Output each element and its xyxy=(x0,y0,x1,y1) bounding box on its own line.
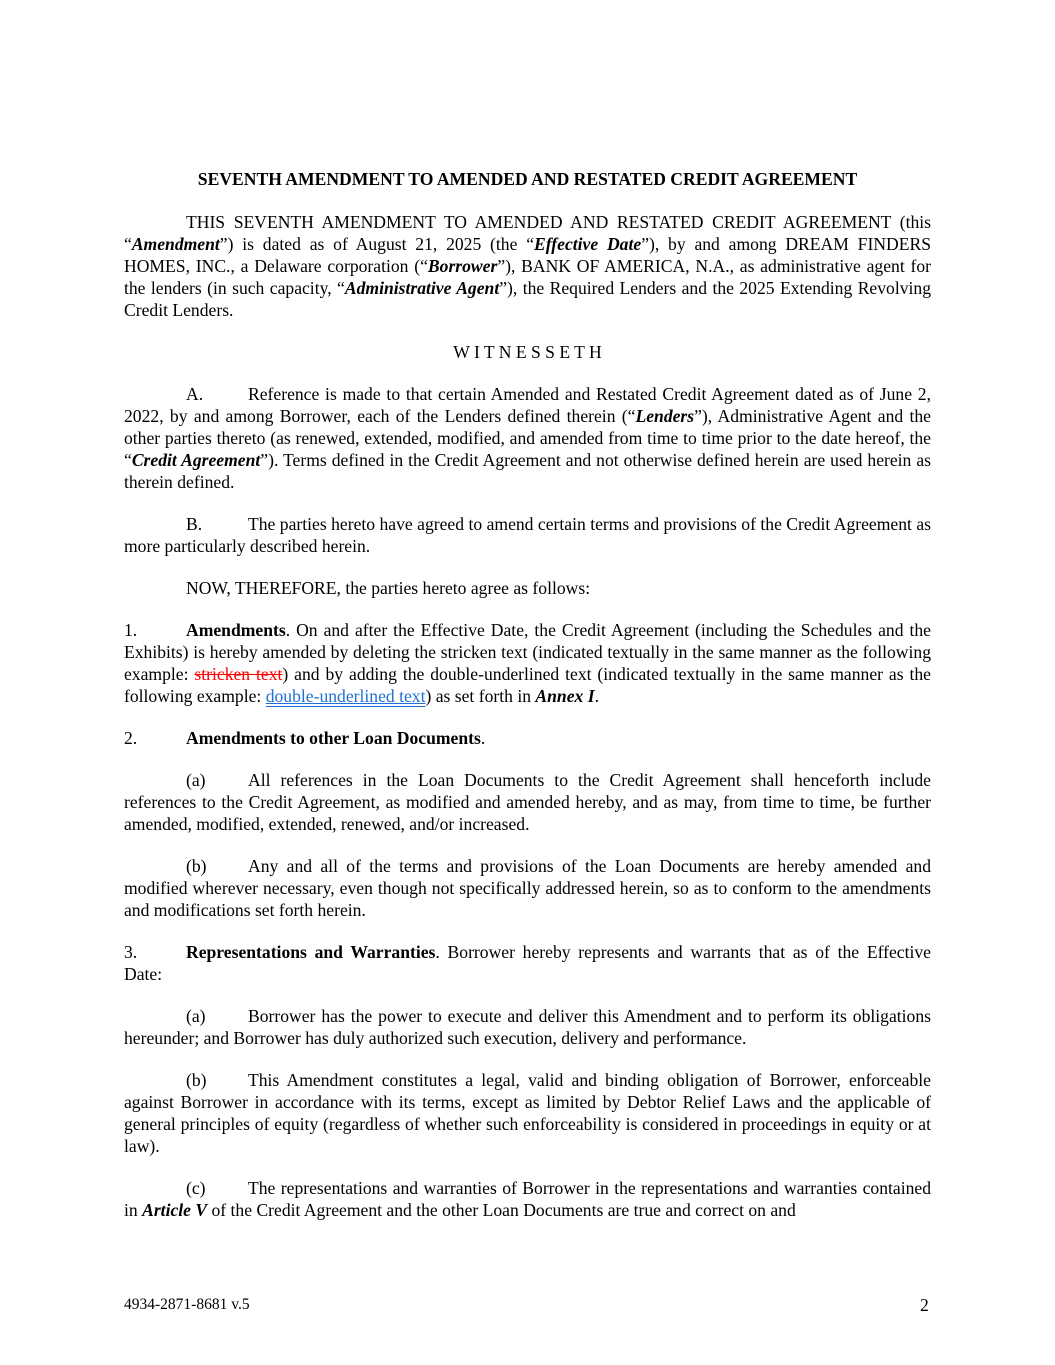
recital-text: The parties hereto have agreed to amend certain terms and provisions of the Credit Agreement as more particularly described herein. xyxy=(124,514,931,556)
recital-a xyxy=(124,383,931,493)
recital-text: ”). Terms defined in the Credit Agreement and not otherwise defined herein are used herein as therein defined. xyxy=(124,450,931,492)
footer-page-number: 2 xyxy=(920,1295,929,1315)
section-3b xyxy=(124,1069,931,1157)
intro-paragraph xyxy=(124,211,931,321)
subsection-label: (a) xyxy=(186,1006,206,1026)
section-heading: Representations and Warranties xyxy=(186,942,436,962)
section-number: 2. xyxy=(124,728,138,748)
defined-term-borrower: Borrower xyxy=(427,256,498,276)
section-text: ) and by adding the double-underlined text (indicated textually in the same manner as the following example: xyxy=(124,664,931,706)
section-heading: Amendments to other Loan Documents xyxy=(186,728,481,748)
recital-text: Reference is made to that certain Amended and Restated Credit Agreement dated as of June 2, 2022, by and among Borrower, each of the Lenders defined therein (“ xyxy=(124,384,931,426)
section-text: . xyxy=(594,686,599,706)
subsection-text: This Amendment constitutes a legal, valid and binding obligation of Borrower, enforceable against Borrower in accordance with its terms, except as limited by Debtor Relief Laws and the applicable of general principles of equity (regardless of whether such enforceability is considered in proceedings in equity or at law). xyxy=(124,1070,931,1156)
article-reference: Article V xyxy=(142,1200,208,1220)
intro-text: THIS SEVENTH AMENDMENT TO AMENDED AND RESTATED CREDIT AGREEMENT (this “ xyxy=(124,212,931,254)
recital-b xyxy=(124,513,931,557)
document-title: SEVENTH AMENDMENT TO AMENDED AND RESTATED CREDIT AGREEMENT xyxy=(197,169,858,189)
section-text: . Borrower hereby represents and warrants that as of the Effective Date: xyxy=(124,942,931,984)
defined-term-lenders: Lenders xyxy=(635,406,695,426)
section-1 xyxy=(124,619,931,707)
section-3c xyxy=(124,1177,931,1221)
intro-text: ”) is dated as of August 21, 2025 (the “ xyxy=(219,234,535,254)
intro-text: ”), BANK OF AMERICA, N.A., as administrative agent for the lenders (in such capacity, “ xyxy=(124,256,931,298)
defined-term-effective-date: Effective Date xyxy=(534,234,642,254)
footer-document-id: 4934-2871-8681 v.5 xyxy=(124,1296,250,1313)
recital-label: A. xyxy=(186,384,204,404)
defined-term-amendment: Amendment xyxy=(131,234,220,254)
subsection-text: Borrower has the power to execute and deliver this Amendment and to perform its obligations hereunder; and Borrower has duly authorized such execution, delivery and performance. xyxy=(124,1006,931,1048)
recital-label: B. xyxy=(186,514,203,534)
recital-text: ”), Administrative Agent and the other parties thereto (as renewed, extended, modified, and amended from time to time prior to the date hereof, the “ xyxy=(124,406,931,470)
section-3a xyxy=(124,1005,931,1049)
section-2 xyxy=(124,727,931,749)
section-3 xyxy=(124,941,931,985)
intro-text: ”), the Required Lenders and the 2025 Extending Revolving Credit Lenders. xyxy=(124,278,932,320)
annex-reference: Annex I xyxy=(535,686,595,706)
section-text: . On and after the Effective Date, the Credit Agreement (including the Schedules and the Exhibits) is hereby amended by deleting the stricken text (indicated textually in the same manner as the following example: xyxy=(124,620,931,684)
subsection-label: (b) xyxy=(186,1070,207,1090)
subsection-text: Any and all of the terms and provisions of the Loan Documents are hereby amended and modified wherever necessary, even though not specifically addressed herein, so as to conform to the amendments and modifications set forth herein. xyxy=(124,856,931,920)
section-2a xyxy=(124,769,931,835)
section-number: 3. xyxy=(124,942,138,962)
section-text: . xyxy=(480,728,486,748)
witnesseth-heading: W I T N E S S E T H xyxy=(453,342,602,362)
subsection-text: The representations and warranties of Borrower in the representations and warranties contained in xyxy=(124,1178,931,1220)
section-number: 1. xyxy=(124,620,138,640)
subsection-text: of the Credit Agreement and the other Loan Documents are true and correct on and xyxy=(207,1200,796,1220)
stricken-text-example: stricken text xyxy=(194,664,283,684)
subsection-label: (c) xyxy=(186,1178,206,1198)
section-2b xyxy=(124,855,931,921)
now-therefore-paragraph: NOW, THEREFORE, the parties hereto agree as follows: xyxy=(186,578,591,598)
subsection-label: (a) xyxy=(186,770,206,790)
defined-term-administrative-agent: Administrative Agent xyxy=(344,278,500,298)
defined-term-credit-agreement: Credit Agreement xyxy=(131,450,261,470)
subsection-label: (b) xyxy=(186,856,207,876)
intro-text: ”), by and among DREAM FINDERS HOMES, INC., a Delaware corporation (“ xyxy=(124,234,931,276)
section-text: ) as set forth in xyxy=(425,686,536,706)
subsection-text: All references in the Loan Documents to the Credit Agreement shall henceforth include references to the Credit Agreement, as modified and amended hereby, and as may, from time to time, be further amended, modified, extended, renewed, and/or increased. xyxy=(124,770,931,834)
double-underlined-text-example[interactable]: double-underlined text xyxy=(265,686,426,706)
document-body xyxy=(124,168,931,1241)
section-heading: Amendments xyxy=(186,620,286,640)
